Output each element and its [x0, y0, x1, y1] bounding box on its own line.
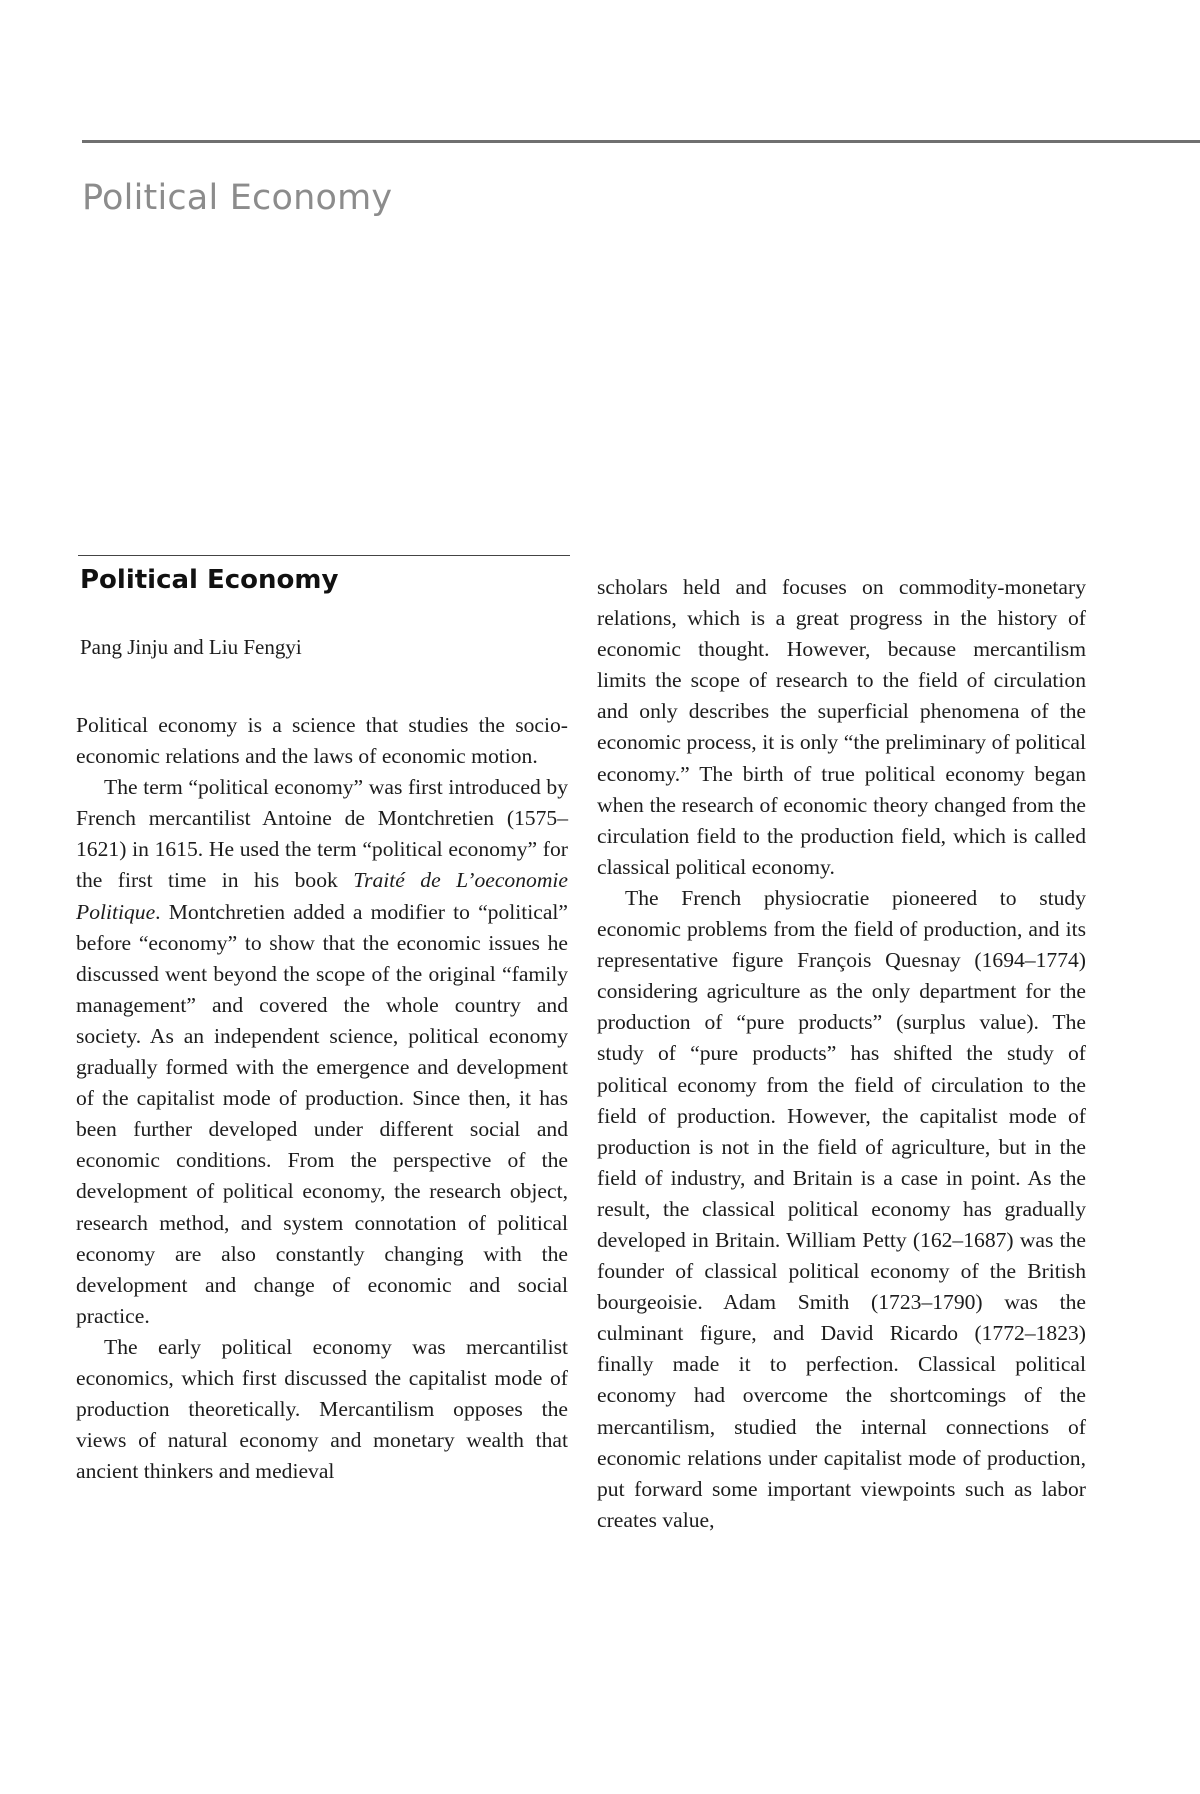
paragraph: Political economy is a science that studies the socio-economic relations and the laws of economic motion.	[76, 713, 568, 769]
paragraph-text: . Montchretien added a modifier to “political” before “economy” to show that the economic issues he discussed went beyond the scope of the original “family management” and covered the whole country and society. As an independent science, political economy gradually formed with the emergence and development of the capitalist mode of production. Since then, it has been further developed under different social and economic conditions. From the perspective of the development of political economy, the research object, research method, and system connotation of political economy are also constantly changing with the development and change of economic and social practice.	[76, 899, 568, 1328]
paragraph: The early political economy was mercantilist economics, which first discussed the capitalist mode of production theoretically. Mercantilism opposes the views of natural economy and monetary wealth that ancient thinkers and medieval	[76, 1334, 568, 1484]
paragraph: The French physiocratie pioneered to study economic problems from the field of production, and its representative figure François Quesnay (1694–1774) considering agriculture as the only department for the production of “pure products” (surplus value). The study of “pure products” has shifted the study of political economy from the field of circulation to the field of production. However, the capitalist mode of production is not in the field of agriculture, but in the field of industry, and Britain is a case in point. As the result, the classical political economy has gradually developed in Britain. William Petty (162–1687) was the founder of classical political economy of the British bourgeoisie. Adam Smith (1723–1790) was the culminant figure, and David Ricardo (1772–1823) finally made it to perfection. Classical political economy had overcome the shortcomings of the mercantilism, studied the internal connections of economic relations under capitalist mode of production, put forward some important viewpoints such as labor creates value,	[597, 885, 1086, 1532]
paragraph: scholars held and focuses on commodity-monetary relations, which is a great progress in the history of economic thought. However, because mercantilism limits the scope of research to the field of circulation and only describes the superficial phenomena of the economic process, it is only “the preliminary of political economy.” The birth of true political economy began when the research of economic theory changed from the circulation field to the production field, which is called classical political economy.	[597, 575, 1086, 879]
paragraph-text: The term “political economy” was first introduced by French mercantilist Antoine de Montchretien (1575–1621) in 1615. He used the term “political economy” for the first time in his book	[76, 775, 568, 893]
article-title: Political Economy	[80, 565, 339, 595]
right-column	[597, 572, 1086, 1536]
book-title: Traité de L’oeconomie Politique	[76, 868, 569, 924]
title-rule	[78, 555, 570, 556]
running-head: Political Economy	[82, 178, 393, 218]
article-authors: Pang Jinju and Liu Fengyi	[80, 635, 302, 659]
left-column	[76, 710, 568, 1487]
top-rule	[82, 140, 1200, 143]
paragraph	[76, 772, 568, 1332]
